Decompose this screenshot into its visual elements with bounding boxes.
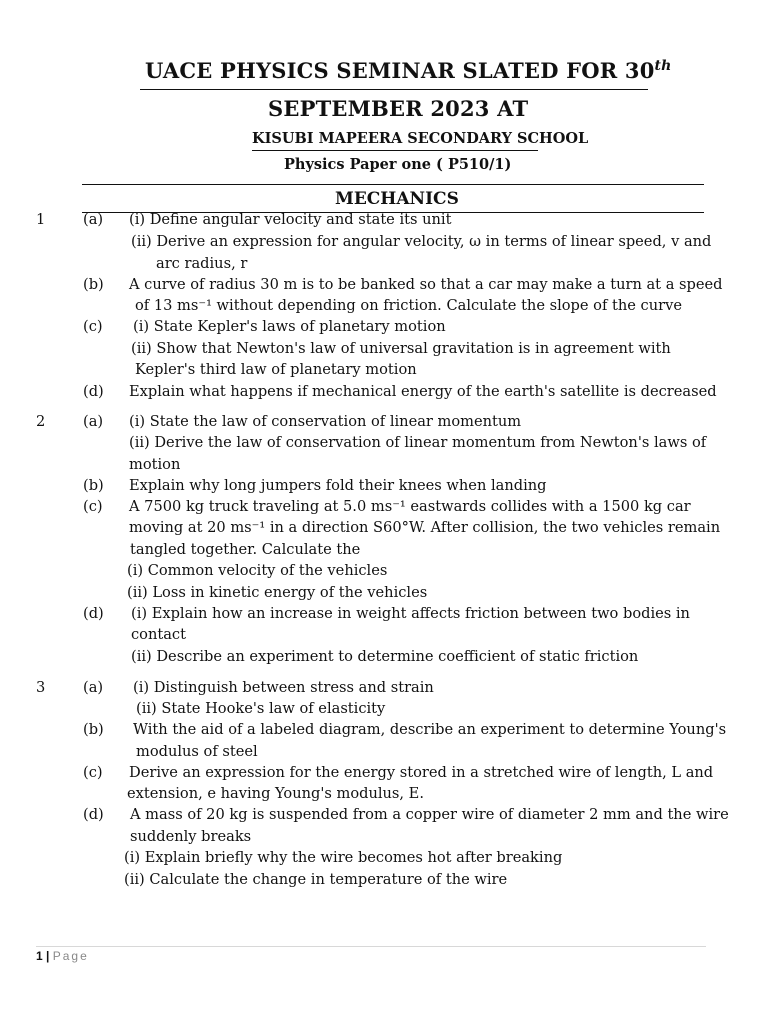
question-text: A curve of radius 30 m is to be banked so that a car may make a turn at a speed bbox=[129, 276, 723, 293]
school-name: KISUBI MAPEERA SECONDARY SCHOOL bbox=[252, 130, 589, 147]
page-number: 1 bbox=[36, 949, 43, 963]
section-title: MECHANICS bbox=[335, 189, 459, 209]
page-label: Page bbox=[52, 949, 89, 963]
question-text: modulus of steel bbox=[136, 743, 258, 760]
part-label: (c) bbox=[83, 498, 103, 515]
question-text: motion bbox=[129, 456, 181, 473]
footer-rule bbox=[36, 946, 706, 947]
question-text: (i) State Kepler's laws of planetary motion bbox=[133, 318, 446, 335]
question-text: With the aid of a labeled diagram, describe an experiment to determine Young's bbox=[133, 721, 727, 738]
part-label: (a) bbox=[83, 413, 104, 430]
page-footer bbox=[36, 949, 89, 963]
question-number: 2 bbox=[36, 413, 46, 430]
part-label: (d) bbox=[83, 806, 104, 823]
question-number: 3 bbox=[36, 679, 46, 696]
part-label: (b) bbox=[83, 477, 104, 494]
section-top-rule bbox=[82, 184, 704, 185]
part-label: (b) bbox=[83, 276, 104, 293]
question-text: contact bbox=[131, 626, 186, 643]
question-text: Explain why long jumpers fold their knees when landing bbox=[129, 477, 547, 494]
question-text: (ii) Derive an expression for angular velocity, ω in terms of linear speed, v and bbox=[131, 233, 712, 250]
footer-separator: | bbox=[46, 949, 50, 963]
part-label: (b) bbox=[83, 721, 104, 738]
question-number: 1 bbox=[36, 211, 46, 228]
question-text: Kepler's third law of planetary motion bbox=[135, 361, 417, 378]
question-text: (i) Distinguish between stress and strain bbox=[133, 679, 434, 696]
question-text: (ii) Show that Newton's law of universal gravitation is in agreement with bbox=[131, 340, 671, 357]
question-text: (ii) Derive the law of conservation of linear momentum from Newton's laws of bbox=[129, 434, 707, 451]
question-text: of 13 ms⁻¹ without depending on friction. Calculate the slope of the curve bbox=[135, 297, 682, 314]
school-underline bbox=[252, 150, 538, 151]
part-label: (a) bbox=[83, 211, 104, 228]
question-text: (ii) Describe an experiment to determine coefficient of static friction bbox=[131, 648, 639, 665]
question-text: suddenly breaks bbox=[130, 828, 252, 845]
paper-title: Physics Paper one ( P510/1) bbox=[284, 156, 512, 173]
part-label: (c) bbox=[83, 764, 103, 781]
question-text: (i) Explain briefly why the wire becomes hot after breaking bbox=[124, 849, 563, 866]
question-text: (i) Common velocity of the vehicles bbox=[127, 562, 388, 579]
question-text: Explain what happens if mechanical energy of the earth's satellite is decreased bbox=[129, 383, 717, 400]
question-text: (ii) State Hooke's law of elasticity bbox=[136, 700, 386, 717]
question-text: (i) State the law of conservation of linear momentum bbox=[129, 413, 522, 430]
part-label: (a) bbox=[83, 679, 104, 696]
question-text: (ii) Calculate the change in temperature of the wire bbox=[124, 871, 508, 888]
question-text: Derive an expression for the energy stored in a stretched wire of length, L and bbox=[129, 764, 714, 781]
question-text: A mass of 20 kg is suspended from a copper wire of diameter 2 mm and the wire bbox=[130, 806, 729, 823]
question-text: (ii) Loss in kinetic energy of the vehicles bbox=[127, 584, 428, 601]
part-label: (c) bbox=[83, 318, 103, 335]
part-label: (d) bbox=[83, 605, 104, 622]
question-text: arc radius, r bbox=[156, 255, 248, 272]
title-underline-1 bbox=[140, 89, 648, 90]
title-line-1: UACE PHYSICS SEMINAR SLATED FOR 30th bbox=[145, 58, 672, 83]
question-text: (i) Define angular velocity and state its unit bbox=[129, 211, 452, 228]
question-text: (i) Explain how an increase in weight affects friction between two bodies in bbox=[131, 605, 690, 622]
question-text: extension, e having Young's modulus, E. bbox=[127, 785, 424, 802]
part-label: (d) bbox=[83, 383, 104, 400]
question-text: moving at 20 ms⁻¹ in a direction S60°W. After collision, the two vehicles remain bbox=[129, 519, 721, 536]
question-text: tangled together. Calculate the bbox=[130, 541, 361, 558]
title-line-2: SEPTEMBER 2023 AT bbox=[268, 96, 529, 121]
question-text: A 7500 kg truck traveling at 5.0 ms⁻¹ eastwards collides with a 1500 kg car bbox=[129, 498, 691, 515]
